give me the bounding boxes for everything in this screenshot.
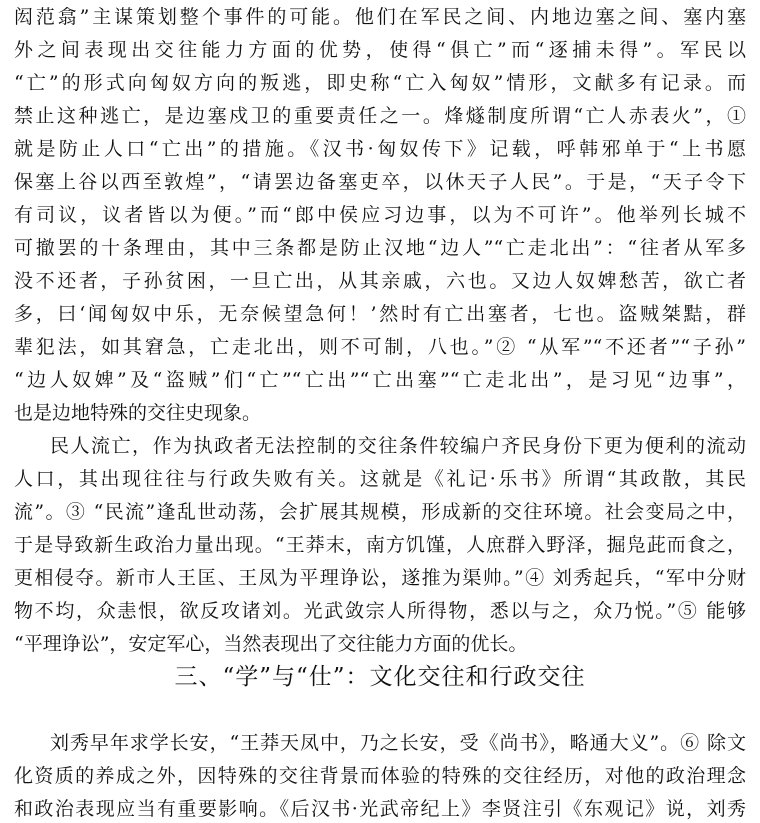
text-line: 保塞上谷以西至敦煌”，“请罢边备塞吏卒，以休天子人民”。于是，“天子令下 — [14, 171, 746, 193]
text-line: 禁止这种逃亡，是边塞戍卫的重要责任之一。烽燧制度所谓“亡人赤表火”，① — [14, 105, 746, 127]
text-line: 也是边地特殊的交往史现象。 — [14, 402, 262, 424]
text-line: 可撤罢的十条理由，其中三条都是防止汉地“边人”“亡走北出”：“往者从军多 — [14, 237, 746, 259]
text-line: “平理诤讼”，安定军心，当然表现出了交往能力方面的优长。 — [14, 633, 528, 655]
text-line: 就是防止人口“亡出”的措施。《汉书·匈奴传下》记载，呼韩邪单于“上书愿 — [14, 138, 746, 160]
text-line: 更相侵夺。新市人王匡、王凤为平理诤讼，遂推为渠帅。”④ 刘秀起兵，“军中分财 — [14, 567, 746, 589]
section-heading: 三、“学”与“仕”：文化交往和行政交往 — [174, 664, 586, 690]
text-line: 流”。③ “民流”逢乱世动荡，会扩展其规模，形成新的交往环境。社会变局之中， — [14, 501, 746, 523]
text-line: “边人奴婢”及“盗贼”们“亡”“亡出”“亡出塞”“亡走北出”，是习见“边事”， — [14, 369, 746, 391]
text-line: 闳范翕”主谋策划整个事件的可能。他们在军民之间、内地边塞之间、塞内塞 — [14, 6, 746, 28]
text-line: 和政治表现应当有重要影响。《后汉书·光武帝纪上》李贤注引《东观记》说，刘秀 — [14, 798, 746, 820]
text-line: 多，曰‘闻匈奴中乐，无奈候望急何！’然时有亡出塞者，七也。盗贼桀黠，群 — [14, 303, 746, 325]
text-line: 有司议，议者皆以为便。”而“郎中侯应习边事，以为不可许”。他举列长城不 — [14, 204, 746, 226]
text-line: 于是导致新生政治力量出现。“王莽末，南方饥馑，人庶群入野泽，掘凫茈而食之， — [14, 534, 746, 556]
text-line: 辈犯法，如其窘急，亡走北出，则不可制，八也。”② “从军”“不还者”“子孙” — [14, 336, 746, 358]
text-line: 外之间表现出交往能力方面的优势，使得“俱亡”而“逐捕未得”。军民以 — [14, 39, 746, 61]
text-line: 民人流亡，作为执政者无法控制的交往条件较编户齐民身份下更为便利的流动 — [50, 435, 746, 457]
text-line: 没不还者，子孙贫困，一旦亡出，从其亲戚，六也。又边人奴婢愁苦，欲亡者 — [14, 270, 746, 292]
text-line: “亡”的形式向匈奴方向的叛逃，即史称“亡入匈奴”情形，文献多有记录。而 — [14, 72, 746, 94]
text-line: 刘秀早年求学长安，“王莽天凤中，乃之长安，受《尚书》，略通大义”。⑥ 除文 — [50, 732, 746, 754]
text-line: 化资质的养成之外，因特殊的交往背景而体验的特殊的交往经历，对他的政治理念 — [14, 765, 746, 787]
text-line: 人口，其出现往往与行政失败有关。这就是《礼记·乐书》所谓“其政散，其民 — [14, 468, 746, 490]
text-line: 物不均，众恚恨，欲反攻诸刘。光武敛宗人所得物，悉以与之，众乃悦。”⑤ 能够 — [14, 600, 746, 622]
